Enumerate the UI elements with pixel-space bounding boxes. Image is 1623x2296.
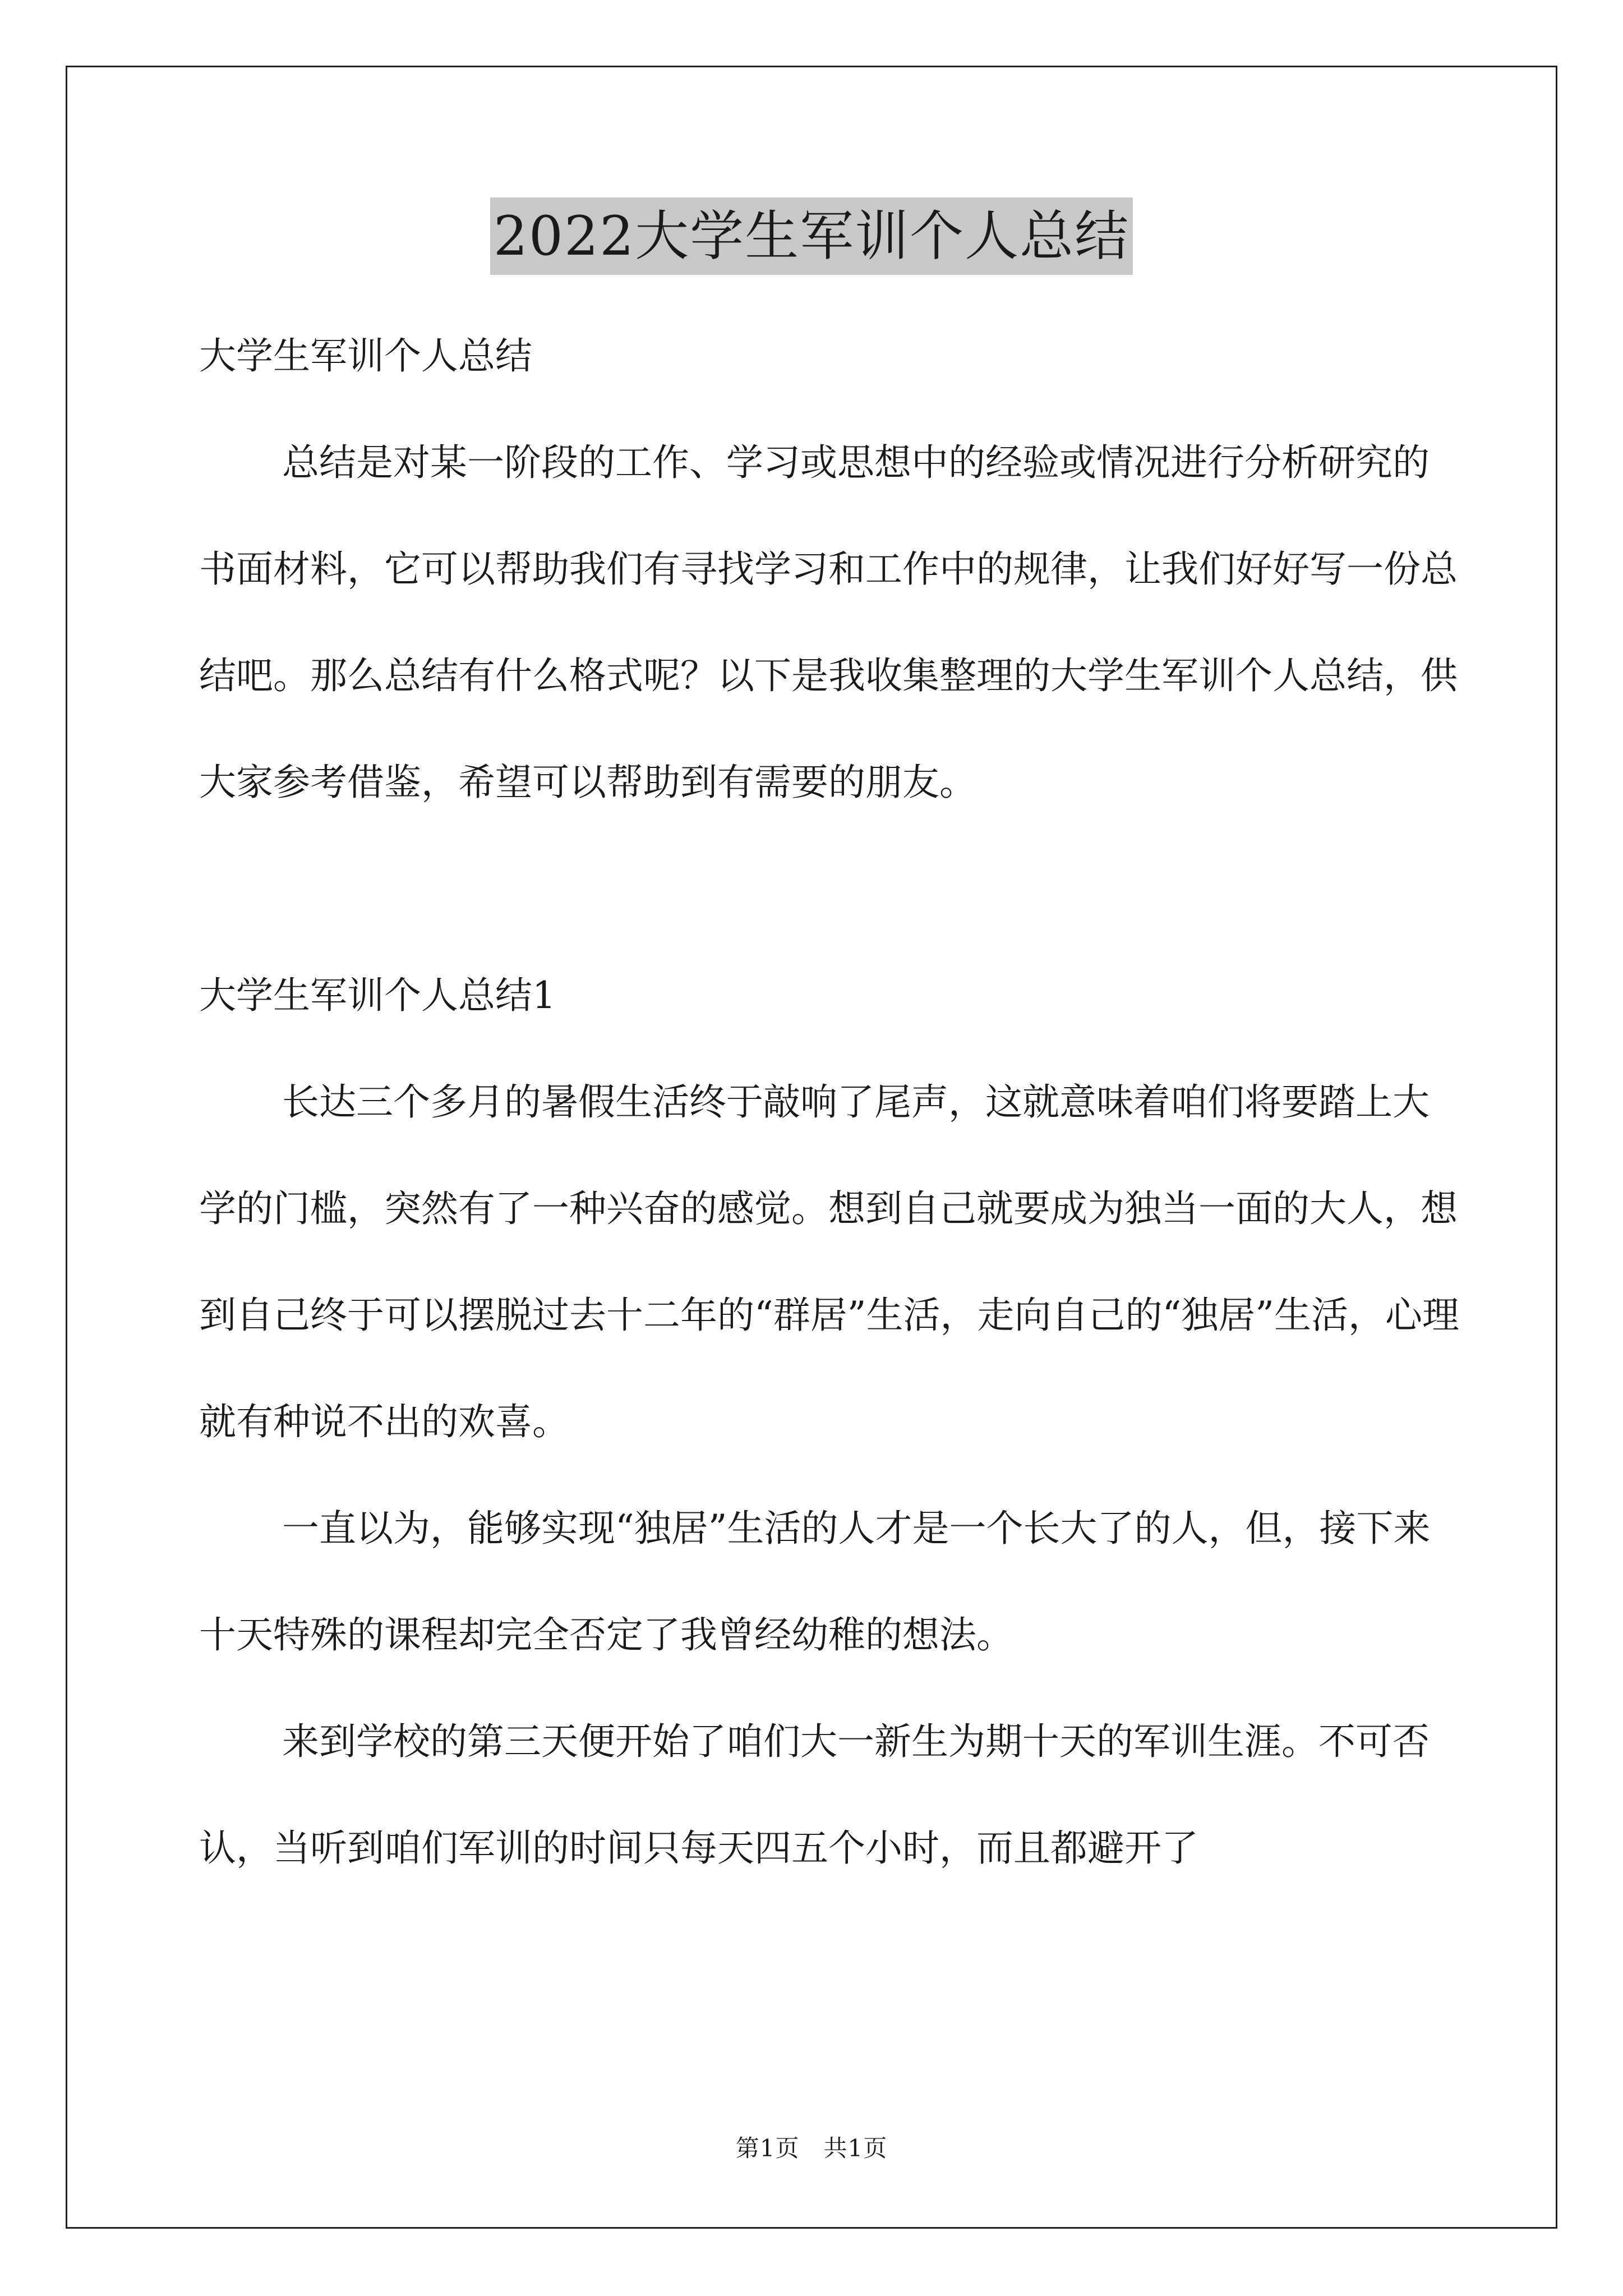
body-paragraph: 来到学校的第三天便开始了咱们大一新生为期十天的军训生涯。不可否认，当听到咱们军训的时间只每天四五个小时，而且都避开了 [199,1720,1430,1870]
body-paragraph: 长达三个多月的暑假生活终于敲响了尾声，这就意味着咱们将要踏上大学的门槛，突然有了一种兴奋的感觉。想到自己就要成为独当一面的大人，想到自己终于可以摆脱过去十二年的“群居”生活，走向自己的“独居”生活，心理就有种说不出的欢喜。 [199,1080,1459,1443]
title-container [0,197,1623,275]
page-footer: 第1页 共1页 [735,2134,888,2162]
intro-paragraph: 总结是对某一阶段的工作、学习或思想中的经验或情况进行分析研究的书面材料，它可以帮助我们有寻找学习和工作中的规律，让我们好好写一份总结吧。那么总结有什么格式呢？以下是我收集整理的大学生军训个人总结，供大家参考借鉴，希望可以帮助到有需要的朋友。 [199,441,1458,804]
body-paragraph: 一直以为，能够实现“独居”生活的人才是一个长大了的人，但，接下来十天特殊的课程却完全否定了我曾经幼稚的想法。 [199,1507,1431,1657]
main-heading: 大学生军训个人总结 [199,334,532,378]
section-heading: 大学生军训个人总结1 [199,974,556,1017]
section-spacer [199,836,1461,942]
document-title: 2022大学生军训个人总结 [490,197,1133,275]
document-body [199,303,1461,1902]
